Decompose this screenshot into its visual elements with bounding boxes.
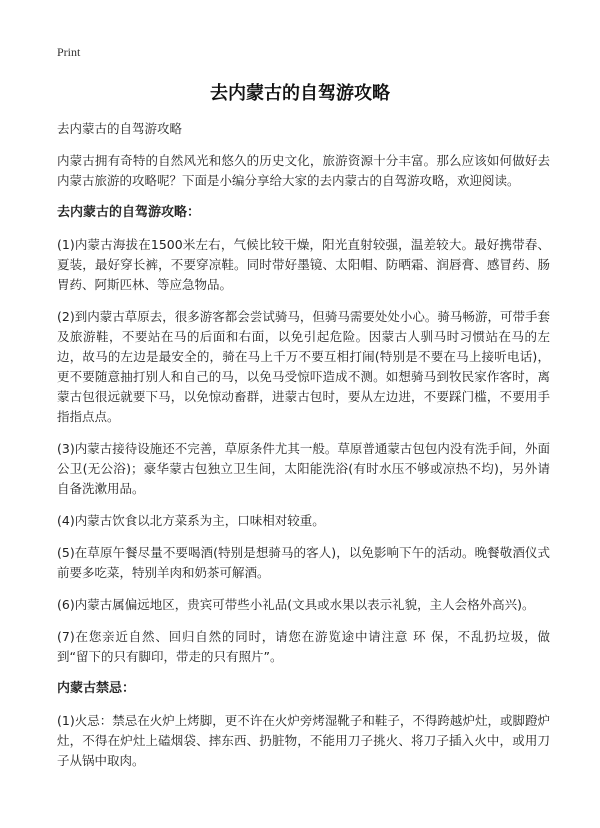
guide-item-3: (3)内蒙古接待设施还不完善，草原条件尤其一般。草原普通蒙古包包内没有洗手间，外面公卫(无公浴)；豪华蒙古包独立卫生间，太阳能洗浴(有时水压不够或凉热不均)，另外请自备洗漱用品。 (57, 441, 550, 496)
guide-item-2: (2)到内蒙古草原去，很多游客都会尝试骑马，但骑马需要处处小心。骑马畅游，可带手套及旅游鞋，不要站在马的后面和右面，以免引起危险。因蒙古人驯马时习惯站在马的左边，故马的左边是最安全的，骑在马上千万不要互相打闹(特别是不要在马上接听电话)，更不要随意抽打别人和自己的马，以免马受惊吓造成不测。如想骑马到牧民家作客时，离蒙古包很远就要下马，以免惊动畜群，进蒙古包时，要从左边进，不要踩门槛，不要用手指指点点。 (57, 309, 550, 424)
guide-item-4: (4)内蒙古饮食以北方菜系为主，口味相对较重。 (57, 513, 325, 528)
intro-paragraph: 内蒙古拥有奇特的自然风光和悠久的历史文化，旅游资源十分丰富。那么应该如何做好去内蒙古旅游的攻略呢？下面是小编分享给大家的去内蒙古的自驾游攻略，欢迎阅读。 (57, 153, 550, 188)
section-heading-taboos: 内蒙古禁忌： (57, 681, 136, 696)
guide-item-6: (6)内蒙古属偏远地区，贵宾可带些小礼品(文具或水果以表示礼貌，主人会格外高兴)。 (57, 597, 535, 612)
guide-item-1: (1)内蒙古海拔在1500米左右，气候比较干燥，阳光直射较强，温差较大。最好携带春、夏装，最好穿长裤，不要穿凉鞋。同时带好墨镜、太阳帽、防晒霜、润唇膏、感冒药、肠胃药、阿斯匹林、等应急物品。 (57, 237, 550, 292)
guide-item-5: (5)在草原午餐尽量不要喝酒(特别是想骑马的客人)，以免影响下午的活动。晚餐敬酒仪式前要多吃菜，特别羊肉和奶茶可解酒。 (57, 545, 550, 580)
section-heading-guide: 去内蒙古的自驾游攻略： (57, 205, 201, 220)
print-link[interactable]: Print (57, 45, 81, 59)
taboo-item-1: (1)火忌：禁忌在火炉上烤脚，更不许在火炉旁烤湿靴子和鞋子，不得跨越炉灶，或脚蹬炉灶，不得在炉灶上磕烟袋、摔东西、扔脏物，不能用刀子挑火、将刀子插入火中，或用刀子从锅中取肉。 (57, 713, 550, 768)
article-subtitle: 去内蒙古的自驾游攻略 (57, 121, 183, 136)
page-title: 去内蒙古的自驾游攻略 (210, 83, 390, 104)
article-body (57, 119, 550, 783)
guide-item-7: (7)在您亲近自然、回归自然的同时，请您在游览途中请注意 环 保，不乱扔垃圾，做到“留下的只有脚印，带走的只有照片”。 (57, 629, 550, 664)
